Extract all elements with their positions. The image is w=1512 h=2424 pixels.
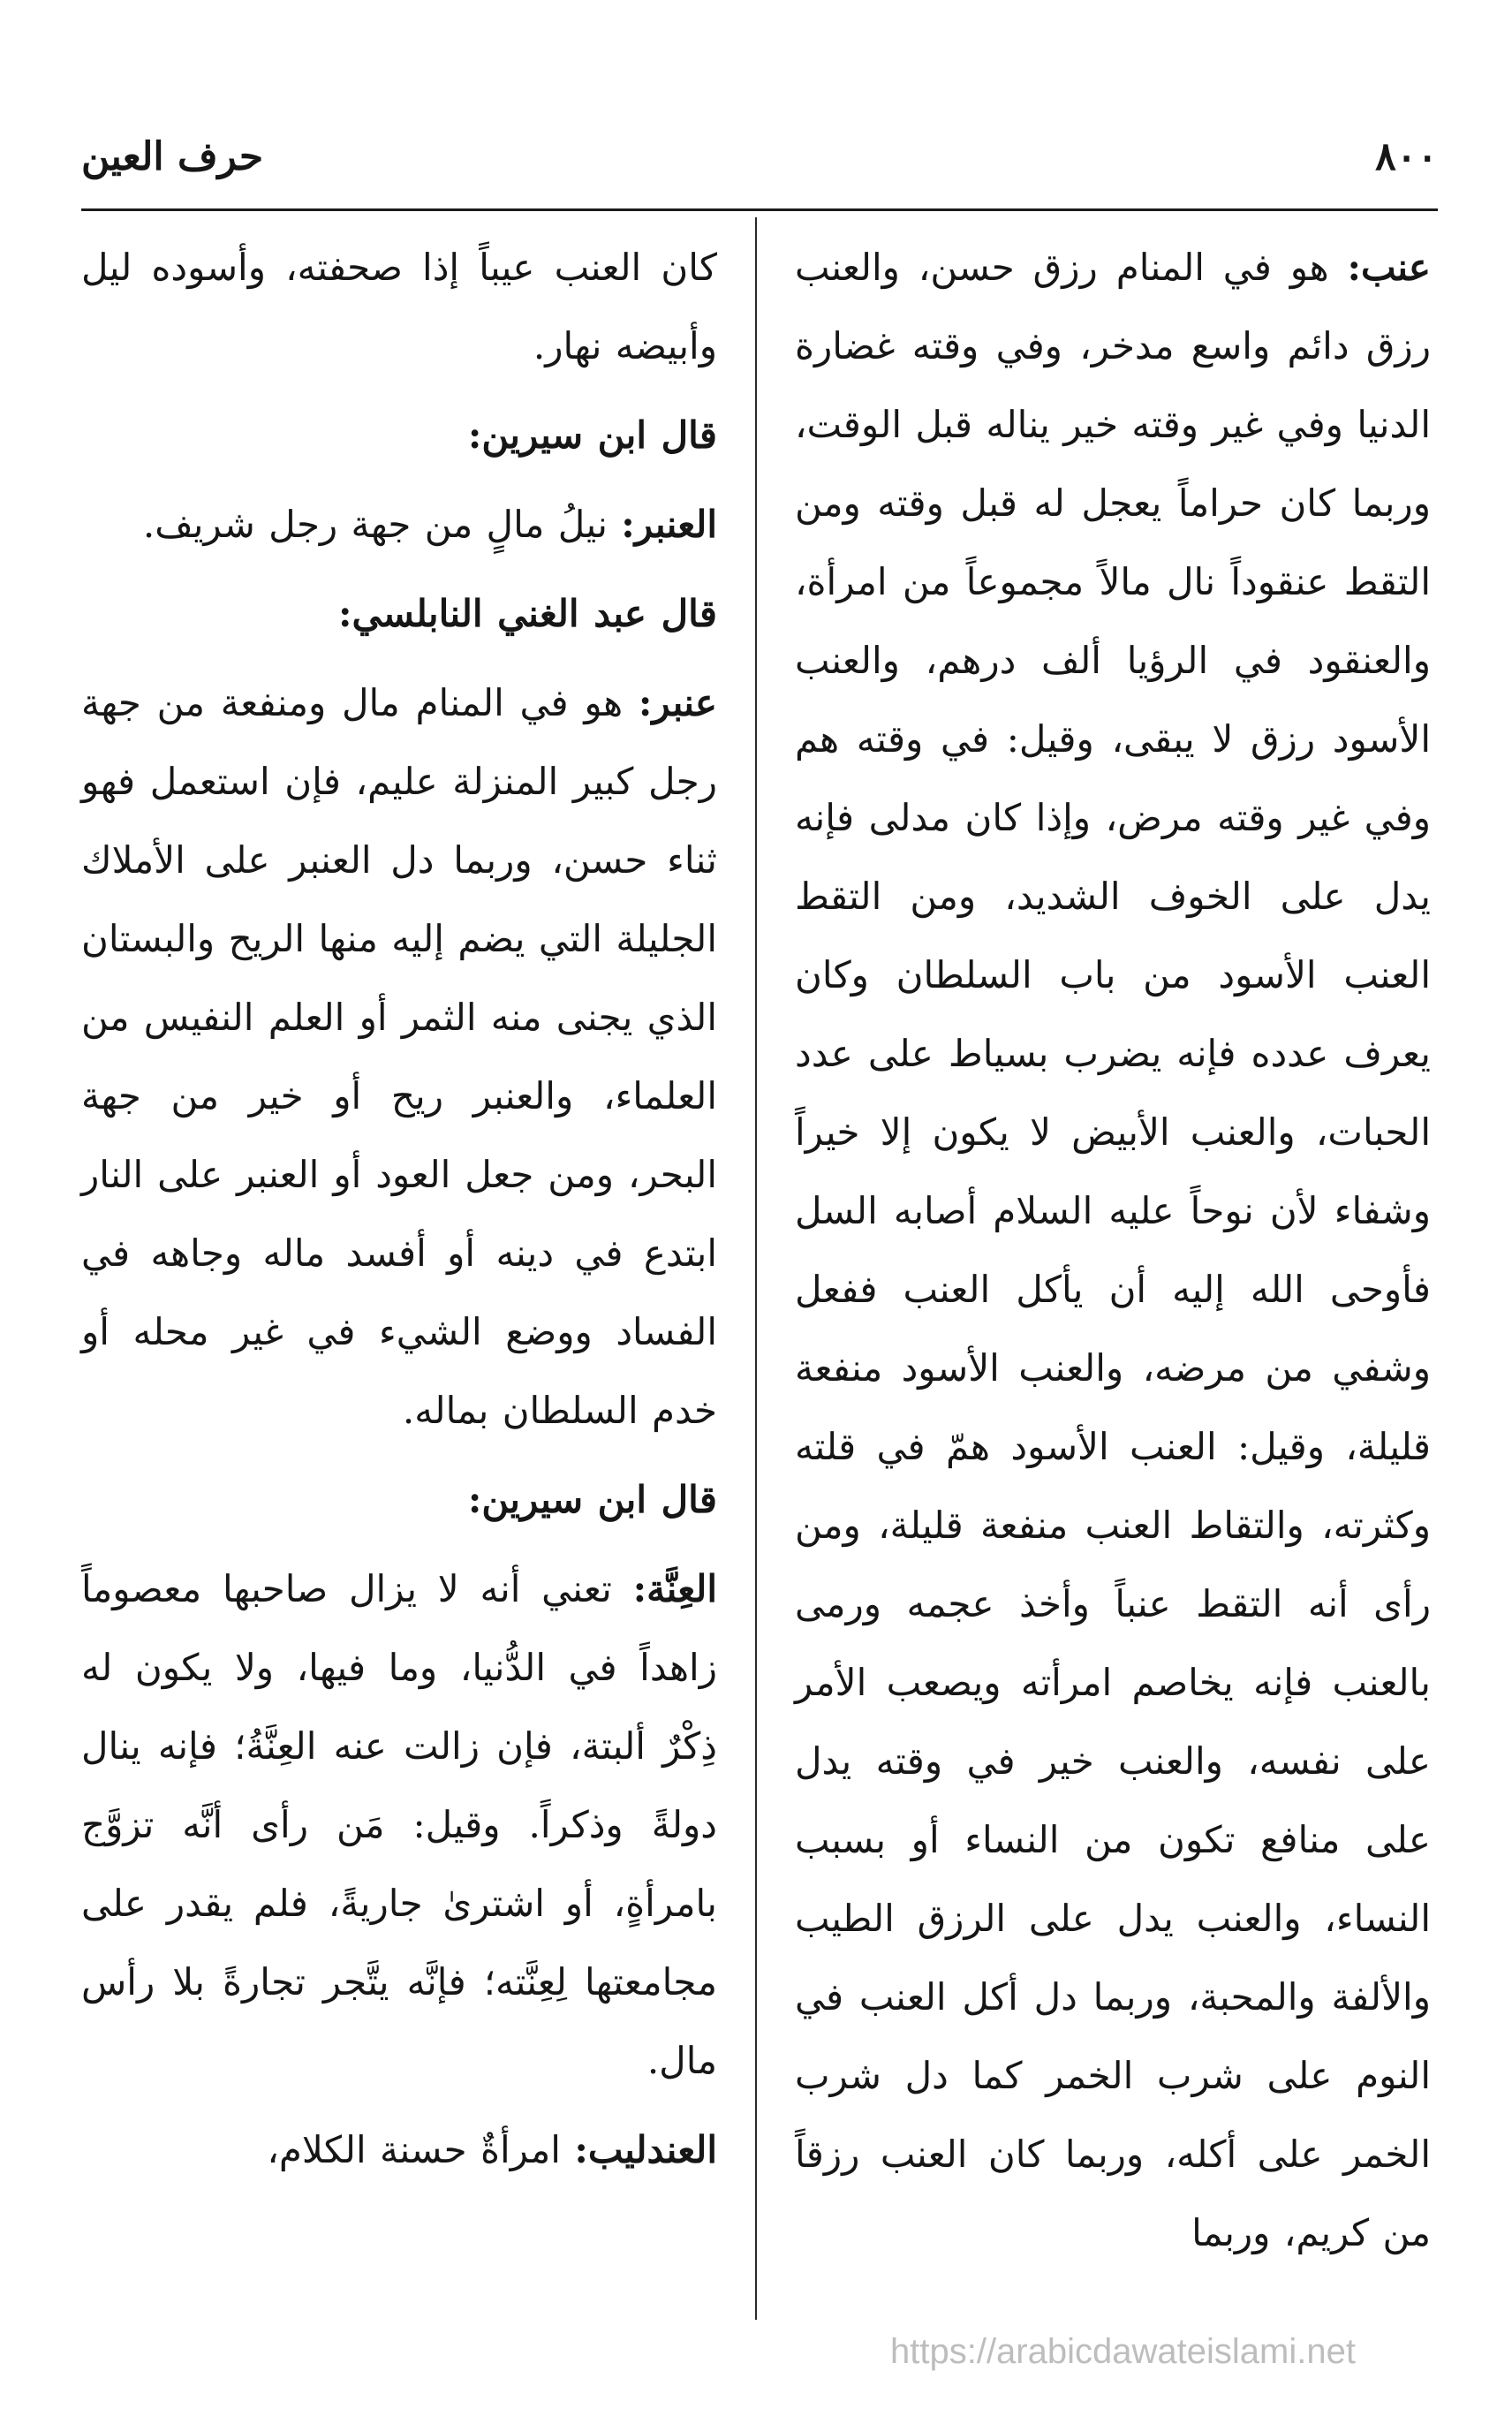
watermark-url: https://arabicdawateislami.net (890, 2332, 1356, 2371)
entry-term: العندليب: (574, 2128, 717, 2171)
entry-term: العِنَّة: (632, 1567, 717, 1610)
section-heading: قال ابن سيرين: (467, 1478, 717, 1521)
running-head: حرف العين (81, 134, 264, 179)
entry-text: تعني أنه لا يزال صاحبها معصوماً زاهداً في الدُّنيا، وما فيها، ولا يكون له ذِكْرٌ ألبتة، فإن زالت عنه العِنَّةُ؛ فإنه ينال دولةً وذكراً. وقيل: مَن رأى أنَّه تزوَّج بامرأةٍ، أو اشترىٰ جاريةً، فلم يقدر على مجامعتها لِعِنَّته؛ فإنَّه يتَّجر تجارةً بلا رأس مال. (81, 1567, 717, 2082)
left-column (81, 228, 717, 2200)
entry-text: هو في المنام رزق حسن، والعنب رزق دائم واسع مدخر، وفي وقته غضارة الدنيا وفي غير وقته خير يناله قبل الوقت، وربما كان حراماً يعجل له قبل وقته ومن التقط عنقوداً نال مالاً مجموعاً من امرأة، والعنقود في الرؤيا ألف درهم، والعنب الأسود رزق لا يبقى، وقيل: في وقته هم وفي غير وقته مرض، وإذا كان مدلى فإنه يدل على الخوف الشديد، ومن التقط العنب الأسود من باب السلطان وكان يعرف عدده فإنه يضرب بسياط على عدد الحبات، والعنب الأبيض لا يكون إلا خيراً وشفاء لأن نوحاً عليه السلام أصابه السل فأوحى الله إليه أن يأكل العنب ففعل وشفي من مرضه، والعنب الأسود منفعة قليلة، وقيل: العنب الأسود همّ في قلته وكثرته، والتقاط العنب منفعة قليلة، ومن رأى أنه التقط عنباً وأخذ عجمه ورمى بالعنب فإنه يخاصم امرأته ويصعب الأمر على نفسه، والعنب خير في وقته يدل على منافع تكون من النساء أو بسبب النساء، والعنب يدل على الرزق الطيب والألفة والمحبة، وربما دل أكل العنب في النوم على شرب الخمر كما دل شرب الخمر على أكله، وربما كان العنب رزقاً من كريم، وربما (795, 246, 1431, 2254)
page-number: ٨٠٠ (1375, 134, 1438, 179)
entry-term: عنبر: (638, 681, 717, 724)
section-heading: قال ابن سيرين: (467, 413, 717, 457)
section-heading: قال عبد الغني النابلسي: (338, 592, 717, 635)
right-column (795, 228, 1431, 2283)
entry-text: هو في المنام مال ومنفعة من جهة رجل كبير المنزلة عليم، فإن استعمل فهو ثناء حسن، وربما دل العنبر على الأملاك الجليلة التي يضم إليه منها الريح والبستان الذي يجنى منه الثمر أو العلم النفيس من العلماء، والعنبر ريح أو خير من جهة البحر، ومن جعل العود أو العنبر على النار ابتدع في دينه أو أفسد ماله وجاهه في الفساد ووضع الشيء في غير محله أو خدم السلطان بماله. (81, 681, 717, 1432)
entry-term: العنبر: (621, 503, 717, 546)
page-header (81, 134, 1438, 196)
entry-anab (795, 228, 1431, 2272)
entry-term: عنب: (1347, 246, 1431, 289)
entry-andalib (81, 2110, 717, 2189)
entry-unna (81, 1549, 717, 2100)
column-divider (755, 217, 757, 2320)
entry-text: نيلُ مالٍ من جهة رجل شريف. (142, 503, 622, 546)
header-rule (81, 208, 1438, 211)
entry-anbar-2 (81, 663, 717, 1450)
continuation-text: كان العنب عيباً إذا صحفته، وأسوده ليل وأبيضه نهار. (81, 246, 717, 367)
entry-anbar-1 (81, 485, 717, 564)
entry-text: امرأةٌ حسنة الكلام، (267, 2128, 575, 2171)
